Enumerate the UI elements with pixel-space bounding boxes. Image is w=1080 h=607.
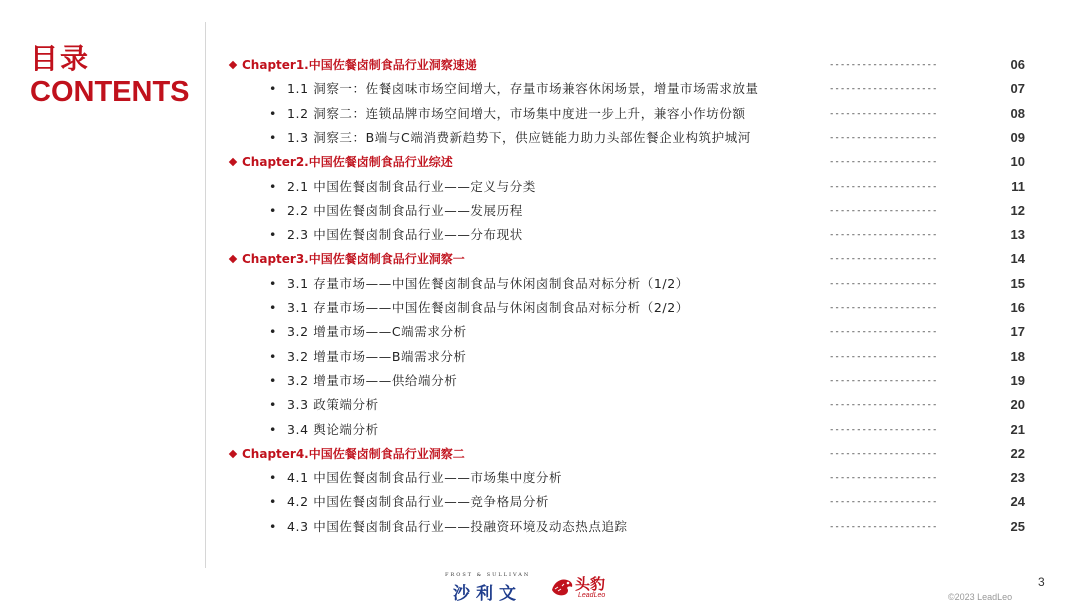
bullet-icon: • — [269, 421, 277, 437]
dot-leader: -------------------- — [829, 327, 938, 338]
toc-page-number: 19 — [1010, 372, 1025, 388]
toc-item[interactable] — [0, 490, 1080, 514]
toc-page-number: 25 — [1010, 518, 1025, 534]
leadleo-logo-cn: 头豹 — [575, 575, 606, 593]
toc-item[interactable] — [0, 393, 1080, 417]
toc-label — [269, 348, 467, 366]
toc-page-number: 20 — [1010, 397, 1025, 413]
toc-label-text: 2.1 中国佐餐卤制食品行业——定义与分类 — [286, 178, 536, 194]
toc-label-text: 4.1 中国佐餐卤制食品行业——市场集中度分析 — [286, 470, 563, 486]
copyright: ©2023 LeadLeo — [948, 592, 1013, 602]
toc-label — [269, 396, 379, 414]
dot-leader: -------------------- — [829, 254, 938, 265]
dot-leader: -------------------- — [829, 108, 938, 119]
toc-label-text: 3.4 舆论端分析 — [286, 421, 379, 437]
toc-page-number: 16 — [1010, 300, 1025, 315]
toc-label — [230, 445, 465, 463]
toc-label-text: 1.3 洞察三：B端与C端消费新趋势下，供应链能力助力头部佐餐企业构筑护城河 — [286, 129, 751, 145]
toc-label — [269, 421, 379, 439]
dot-leader: -------------------- — [829, 400, 938, 411]
toc-label-text: 3.2 增量市场——B端需求分析 — [286, 348, 467, 364]
toc-item[interactable] — [0, 199, 1080, 223]
toc-item[interactable] — [0, 466, 1080, 490]
dot-leader: -------------------- — [829, 205, 938, 216]
bullet-icon: • — [269, 275, 277, 291]
toc-item[interactable] — [0, 223, 1080, 247]
bullet-icon: • — [269, 494, 277, 510]
toc-page-number: 18 — [1010, 348, 1025, 364]
dot-leader: -------------------- — [829, 375, 938, 386]
toc-label-text: 3.2 增量市场——C端需求分析 — [286, 324, 467, 340]
toc-item[interactable] — [0, 126, 1080, 150]
bullet-icon: • — [269, 397, 277, 413]
toc-label — [269, 372, 457, 390]
diamond-bullet-icon — [229, 158, 237, 166]
toc-label — [269, 275, 689, 293]
dot-leader: -------------------- — [829, 181, 938, 192]
dot-leader: -------------------- — [829, 351, 938, 362]
diamond-bullet-icon — [229, 61, 237, 69]
toc-page-number: 17 — [1010, 324, 1025, 340]
bullet-icon: • — [269, 105, 277, 121]
leopard-icon — [549, 574, 575, 600]
toc-item[interactable] — [0, 77, 1080, 101]
bullet-icon: • — [269, 470, 277, 486]
toc-chapter[interactable] — [0, 150, 1080, 174]
toc-label-text: Chapter4.中国佐餐卤制食品行业洞察二 — [242, 446, 465, 461]
toc-chapter[interactable] — [0, 53, 1080, 77]
toc-chapter[interactable] — [0, 247, 1080, 271]
toc-label — [269, 299, 689, 317]
bullet-icon: • — [269, 178, 277, 194]
toc-item[interactable] — [0, 320, 1080, 344]
toc-label — [269, 493, 549, 511]
bullet-icon: • — [269, 202, 277, 218]
dot-leader: -------------------- — [829, 157, 938, 168]
leadleo-logo-en: LeadLeo — [578, 592, 606, 599]
toc-page-number: 09 — [1010, 129, 1025, 145]
toc-label — [269, 226, 523, 244]
toc-item[interactable] — [0, 296, 1080, 320]
toc-label — [230, 56, 477, 74]
toc-label-text: 3.2 增量市场——供给端分析 — [286, 372, 458, 388]
toc-label — [269, 178, 536, 196]
diamond-bullet-icon — [229, 450, 237, 458]
toc-item[interactable] — [0, 418, 1080, 442]
toc-label-text: 2.2 中国佐餐卤制食品行业——发展历程 — [286, 202, 523, 218]
title-en: CONTENTS — [30, 76, 190, 108]
toc-item[interactable] — [0, 175, 1080, 199]
dot-leader: -------------------- — [829, 230, 938, 241]
bullet-icon: • — [269, 300, 277, 315]
toc-label — [269, 518, 628, 536]
toc-label-text: 4.3 中国佐餐卤制食品行业——投融资环境及动态热点追踪 — [286, 518, 628, 534]
toc-page-number: 23 — [1010, 470, 1025, 486]
toc-label-text: 1.2 洞察二：连锁品牌市场空间增大，市场集中度进一步上升，兼容小作坊份额 — [286, 105, 746, 121]
toc-label-text: 3.1 存量市场——中国佐餐卤制食品与休闲卤制食品对标分析（2/2） — [286, 300, 689, 315]
toc-label — [269, 202, 523, 220]
toc-label-text: Chapter2.中国佐餐卤制食品行业综述 — [242, 155, 453, 170]
toc-label — [269, 80, 759, 98]
toc-page-number: 15 — [1010, 275, 1025, 291]
page-number: 3 — [1038, 575, 1045, 589]
toc-item[interactable] — [0, 102, 1080, 126]
toc-label — [230, 153, 453, 171]
title-cn: 目录 — [30, 42, 91, 75]
toc-item[interactable] — [0, 272, 1080, 296]
toc-page-number: 24 — [1010, 494, 1025, 510]
toc-label — [230, 250, 465, 268]
dot-leader: -------------------- — [829, 278, 938, 289]
toc-chapter[interactable] — [0, 442, 1080, 466]
toc-label-text: 3.3 政策端分析 — [286, 397, 379, 413]
dot-leader: -------------------- — [829, 132, 938, 143]
toc-label — [269, 469, 562, 487]
toc-page-number: 13 — [1010, 227, 1025, 243]
dot-leader: -------------------- — [829, 448, 938, 459]
toc-label — [269, 105, 746, 123]
dot-leader: -------------------- — [829, 60, 938, 70]
toc-label-text: 3.1 存量市场——中国佐餐卤制食品与休闲卤制食品对标分析（1/2） — [286, 275, 689, 291]
toc-page-number: 08 — [1010, 105, 1025, 121]
toc-page-number: 14 — [1010, 251, 1025, 267]
toc-label-text: 1.1 洞察一：佐餐卤味市场空间增大，存量市场兼容休闲场景，增量市场需求放量 — [286, 81, 759, 97]
toc-page-number: 06 — [1010, 57, 1025, 72]
dot-leader: -------------------- — [829, 303, 938, 313]
toc-page-number: 21 — [1010, 421, 1025, 437]
bullet-icon: • — [269, 81, 277, 97]
toc-page-number: 10 — [1010, 154, 1025, 170]
dot-leader: -------------------- — [829, 521, 938, 532]
bullet-icon: • — [269, 348, 277, 364]
bullet-icon: • — [269, 372, 277, 388]
toc-label — [269, 323, 467, 341]
dot-leader: -------------------- — [829, 424, 938, 435]
toc-page-number: 22 — [1010, 445, 1025, 461]
dot-leader: -------------------- — [829, 84, 938, 95]
toc-page-number: 11 — [1011, 178, 1025, 194]
toc-item[interactable] — [0, 345, 1080, 369]
toc-page-number: 07 — [1010, 81, 1025, 97]
bullet-icon: • — [269, 227, 277, 243]
bullet-icon: • — [269, 129, 277, 145]
toc-label-text: Chapter3.中国佐餐卤制食品行业洞察一 — [242, 252, 465, 267]
toc-label-text: Chapter1.中国佐餐卤制食品行业洞察速递 — [242, 58, 477, 72]
toc-item[interactable] — [0, 515, 1080, 539]
toc-label — [269, 129, 751, 147]
bullet-icon: • — [269, 518, 277, 534]
footer-logos — [445, 572, 645, 604]
dot-leader: -------------------- — [829, 497, 938, 508]
toc-label-text: 4.2 中国佐餐卤制食品行业——竞争格局分析 — [286, 494, 550, 510]
diamond-bullet-icon — [229, 255, 237, 263]
toc-page-number: 12 — [1010, 202, 1025, 218]
toc-item[interactable] — [0, 369, 1080, 393]
toc-label-text: 2.3 中国佐餐卤制食品行业——分布现状 — [286, 227, 523, 243]
bullet-icon: • — [269, 324, 277, 340]
frost-sullivan-logo: 沙利文 — [453, 584, 522, 604]
dot-leader: -------------------- — [829, 473, 938, 484]
frost-sullivan-en: FROST & SULLIVAN — [445, 572, 531, 578]
